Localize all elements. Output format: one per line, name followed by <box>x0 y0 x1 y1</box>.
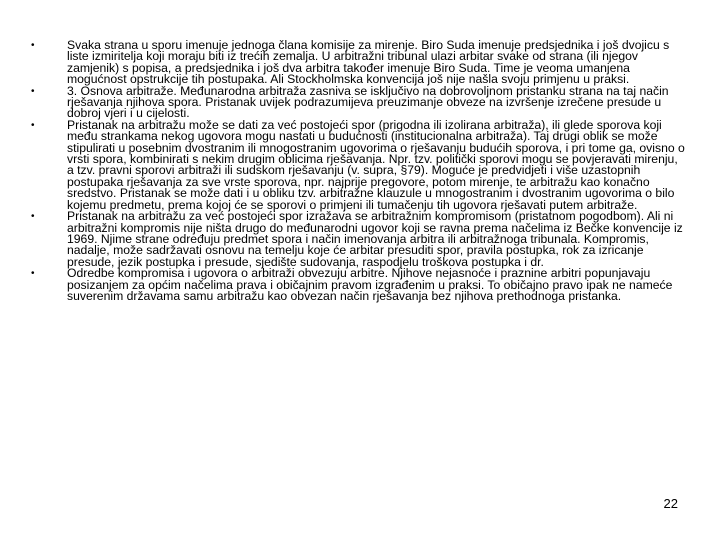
bullet-text: Odredbe kompromisa i ugovora o arbitraži obvezuju arbitre. Njihove nejasnoće i praznine arbitri popunjavaju posizanjem za općim načelima prava i običajnim pravom izgrađenim u praksi. To običajno pravo ipak ne nameće suverenim državama samu arbitražu kao obvezan način rješavanja bez njihova prethodnoga pristanka. <box>67 266 673 303</box>
bullet-icon: • <box>31 211 35 223</box>
page-number: 22 <box>663 496 678 511</box>
list-item <box>0 268 720 302</box>
bullet-icon: • <box>31 40 35 51</box>
bullet-text: Svaka strana u sporu imenuje jednoga člana komisije za mirenje. Biro Suda imenuje predsjednika i još dvojicu s liste izmiritelja koji moraju biti iz trećih zemalja. U arbitražni tribunal ulazi arbitar svake od strana (ili njegov zamjenik) s popisa, a predsjednika i još dva arbitra također imenuje Biro Suda. Time je veoma umanjena mogućnost opstrukcije tih postupaka. Ali Stockholmska konvencija još nije našla svoju primjenu u praksi. <box>67 38 670 87</box>
bullet-text: Pristanak na arbitražu može se dati za već postojeći spor (prigodna ili izolirana arbitraža), ili glede sporova koji među strankama nekog ugovora mogu nastati u budućnosti (institucionalna arbitraža). Taj drugi oblik se može stipulirati u posebnim dvostranim ili mnogostranim ugovorima o rješavanju budućih sporova, i pri tome ga, ovisno o vrsti spora, kombinirati s nekim drugim oblicima rješavanja. Npr. tzv. politički sporovi mogu se povjeravati mirenju, a tzv. pravni sporovi arbitraži ili sudskom rješavanju (v. supra, §79). Moguće je predvidjeti i više uzastopnih postupaka rješavanja za sve vrste sporova, npr. najprije pregovore, potom mirenje, te arbitražu kao konačno sredstvo. Pristanak se može dati i u obliku tzv. arbitražne klauzule u mnogostranim i dvostranim ugovorima o bilo kojemu predmetu, prema kojoj će se sporovi o primjeni ili tumačenju tih ugovora rješavati putem arbitraže. <box>67 117 685 212</box>
bullet-text: 3. Osnova arbitraže. Međunarodna arbitraža zasniva se isključivo na dobrovoljnom pristanku strana na taj način rješavanja njihova spora. Pristanak uvijek podrazumijeva preuzimanje obveze na izvršenje izrečene presude u dobroj vjeri i u cijelosti. <box>67 83 669 121</box>
bullet-icon: • <box>31 85 35 97</box>
list-item <box>0 211 720 268</box>
list-item <box>0 40 720 86</box>
bullet-icon: • <box>31 119 35 131</box>
bullet-icon: • <box>31 268 35 280</box>
bullet-text: Pristanak na arbitražu za već postojeći spor izražava se arbitražnim kompromisom (pristatnom pogodbom). Ali ni arbitražni kompromis nije ništa drugo do međunarodni ugovor koji se ravna prema načelima iz Bečke konvencije iz 1969. Njime strane određuju predmet spora i način imenovanja arbitra ili arbitražnoga tribunala. Kompromis, nadalje, može sadržavati osnovu na temelju koje će arbitar presuditi spor, pravila postupka, rok za izricanje presude, jezik postupka i presude, sjedište sudovanja, raspodjelu troškova postupka i dr. <box>67 209 683 269</box>
bullet-list <box>0 40 720 302</box>
list-item <box>0 117 720 212</box>
list-item <box>0 83 720 121</box>
